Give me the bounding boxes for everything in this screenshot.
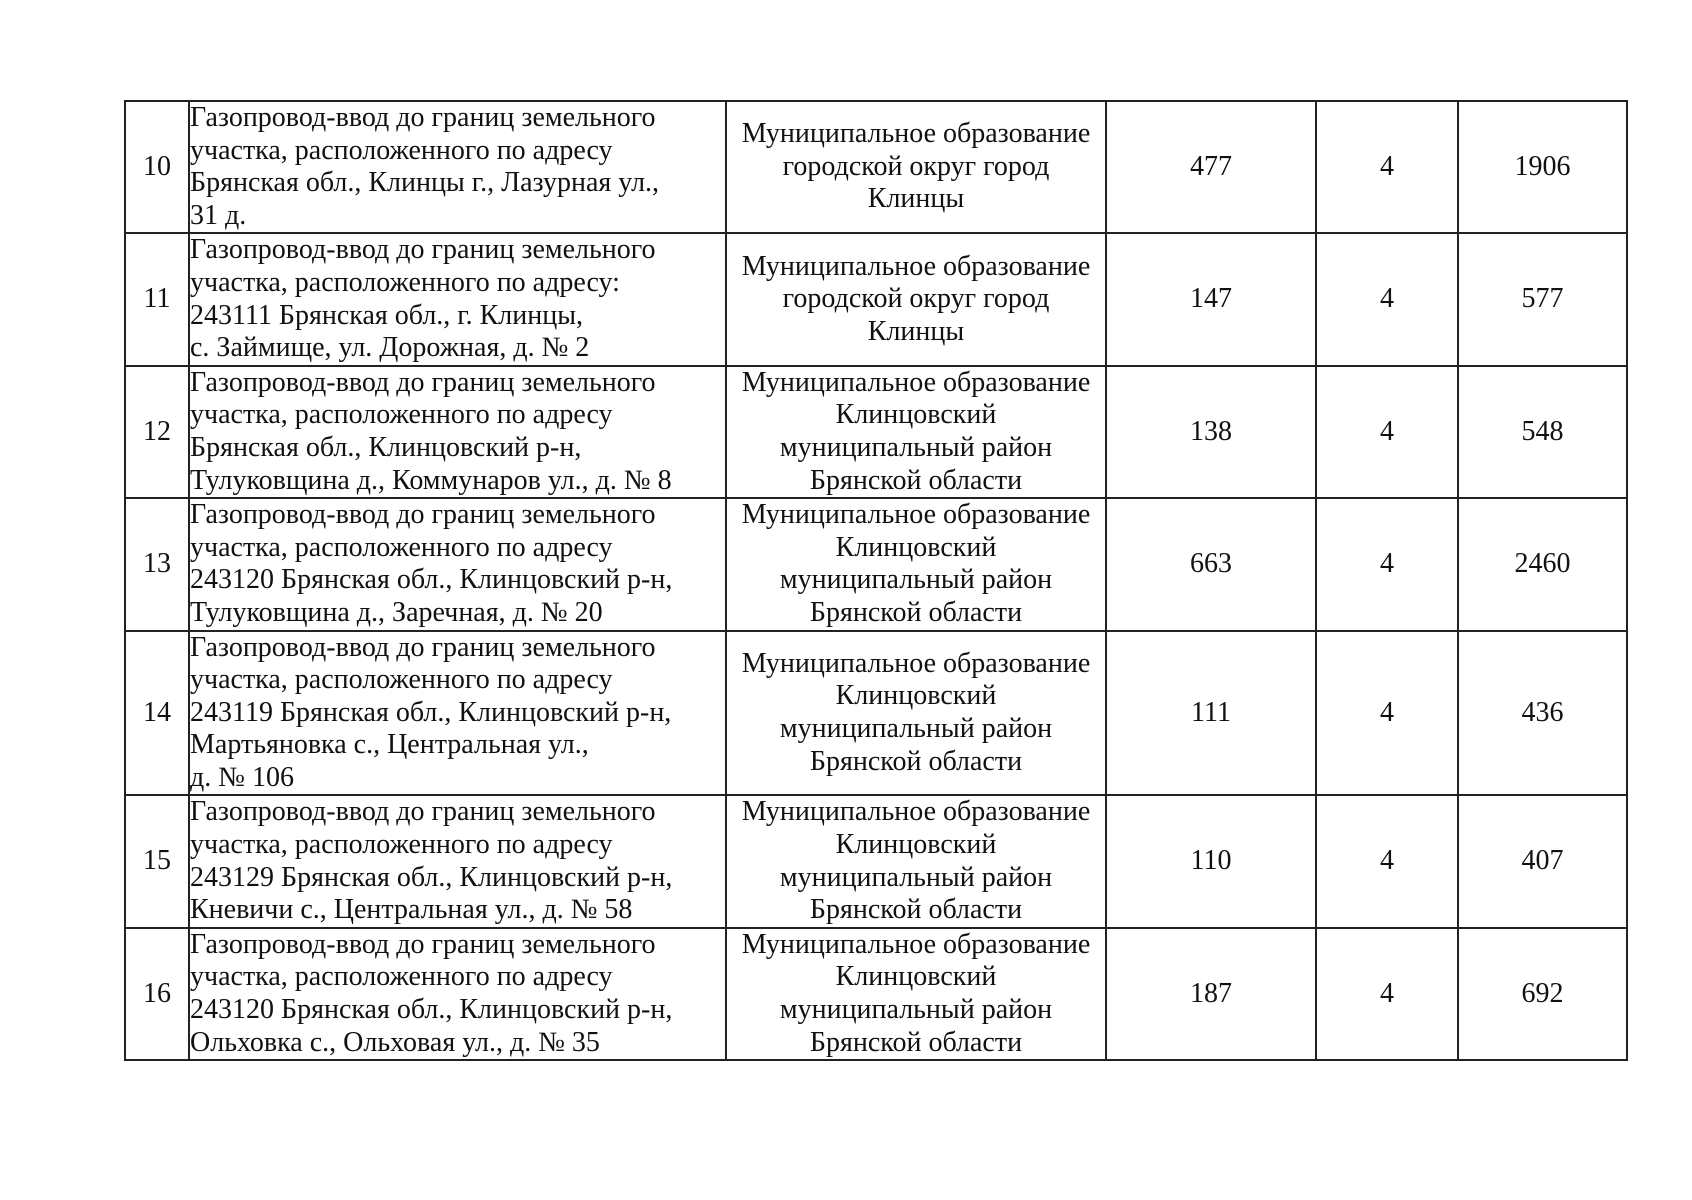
length-cell: 477 bbox=[1106, 101, 1316, 233]
row-number-cell: 16 bbox=[125, 928, 189, 1060]
table-row bbox=[125, 795, 1627, 927]
table-row bbox=[125, 233, 1627, 365]
category-cell: 4 bbox=[1316, 366, 1458, 498]
length-cell: 663 bbox=[1106, 498, 1316, 630]
value-cell: 1906 bbox=[1458, 101, 1627, 233]
row-number-cell: 10 bbox=[125, 101, 189, 233]
table-row bbox=[125, 498, 1627, 630]
owner-cell: Муниципальное образование городской округ город Клинцы bbox=[726, 101, 1106, 233]
category-cell: 4 bbox=[1316, 101, 1458, 233]
row-number-cell: 12 bbox=[125, 366, 189, 498]
length-cell: 110 bbox=[1106, 795, 1316, 927]
value-cell: 436 bbox=[1458, 631, 1627, 796]
value-cell: 577 bbox=[1458, 233, 1627, 365]
object-name-cell: Газопровод-ввод до границ земельного участка, расположенного по адресу 243119 Брянская обл., Клинцовский р-н, Мартьяновка с., Центральная ул., д. № 106 bbox=[189, 631, 726, 796]
row-number-cell: 11 bbox=[125, 233, 189, 365]
object-name-cell: Газопровод-ввод до границ земельного участка, расположенного по адресу Брянская обл., Клинцовский р-н, Тулуковщина д., Коммунаров ул., д. № 8 bbox=[189, 366, 726, 498]
owner-cell: Муниципальное образование Клинцовский муниципальный район Брянской области bbox=[726, 928, 1106, 1060]
gas-pipeline-table bbox=[124, 100, 1628, 1061]
table-row bbox=[125, 928, 1627, 1060]
category-cell: 4 bbox=[1316, 928, 1458, 1060]
row-number-cell: 13 bbox=[125, 498, 189, 630]
table-row bbox=[125, 101, 1627, 233]
owner-cell: Муниципальное образование Клинцовский муниципальный район Брянской области bbox=[726, 631, 1106, 796]
category-cell: 4 bbox=[1316, 795, 1458, 927]
object-name-cell: Газопровод-ввод до границ земельного участка, расположенного по адресу 243120 Брянская обл., Клинцовский р-н, Тулуковщина д., Заречная, д. № 20 bbox=[189, 498, 726, 630]
table-row bbox=[125, 631, 1627, 796]
owner-cell: Муниципальное образование Клинцовский муниципальный район Брянской области bbox=[726, 498, 1106, 630]
owner-cell: Муниципальное образование городской округ город Клинцы bbox=[726, 233, 1106, 365]
owner-cell: Муниципальное образование Клинцовский муниципальный район Брянской области bbox=[726, 366, 1106, 498]
length-cell: 138 bbox=[1106, 366, 1316, 498]
object-name-cell: Газопровод-ввод до границ земельного участка, расположенного по адресу 243129 Брянская обл., Клинцовский р-н, Кневичи с., Центральная ул., д. № 58 bbox=[189, 795, 726, 927]
length-cell: 187 bbox=[1106, 928, 1316, 1060]
category-cell: 4 bbox=[1316, 498, 1458, 630]
value-cell: 692 bbox=[1458, 928, 1627, 1060]
row-number-cell: 15 bbox=[125, 795, 189, 927]
row-number-cell: 14 bbox=[125, 631, 189, 796]
object-name-cell: Газопровод-ввод до границ земельного участка, расположенного по адресу: 243111 Брянская обл., г. Клинцы, с. Займище, ул. Дорожная, д. № 2 bbox=[189, 233, 726, 365]
table-row bbox=[125, 366, 1627, 498]
value-cell: 2460 bbox=[1458, 498, 1627, 630]
value-cell: 407 bbox=[1458, 795, 1627, 927]
category-cell: 4 bbox=[1316, 233, 1458, 365]
object-name-cell: Газопровод-ввод до границ земельного участка, расположенного по адресу 243120 Брянская обл., Клинцовский р-н, Ольховка с., Ольховая ул., д. № 35 bbox=[189, 928, 726, 1060]
value-cell: 548 bbox=[1458, 366, 1627, 498]
category-cell: 4 bbox=[1316, 631, 1458, 796]
length-cell: 147 bbox=[1106, 233, 1316, 365]
owner-cell: Муниципальное образование Клинцовский муниципальный район Брянской области bbox=[726, 795, 1106, 927]
object-name-cell: Газопровод-ввод до границ земельного участка, расположенного по адресу Брянская обл., Клинцы г., Лазурная ул., 31 д. bbox=[189, 101, 726, 233]
length-cell: 111 bbox=[1106, 631, 1316, 796]
